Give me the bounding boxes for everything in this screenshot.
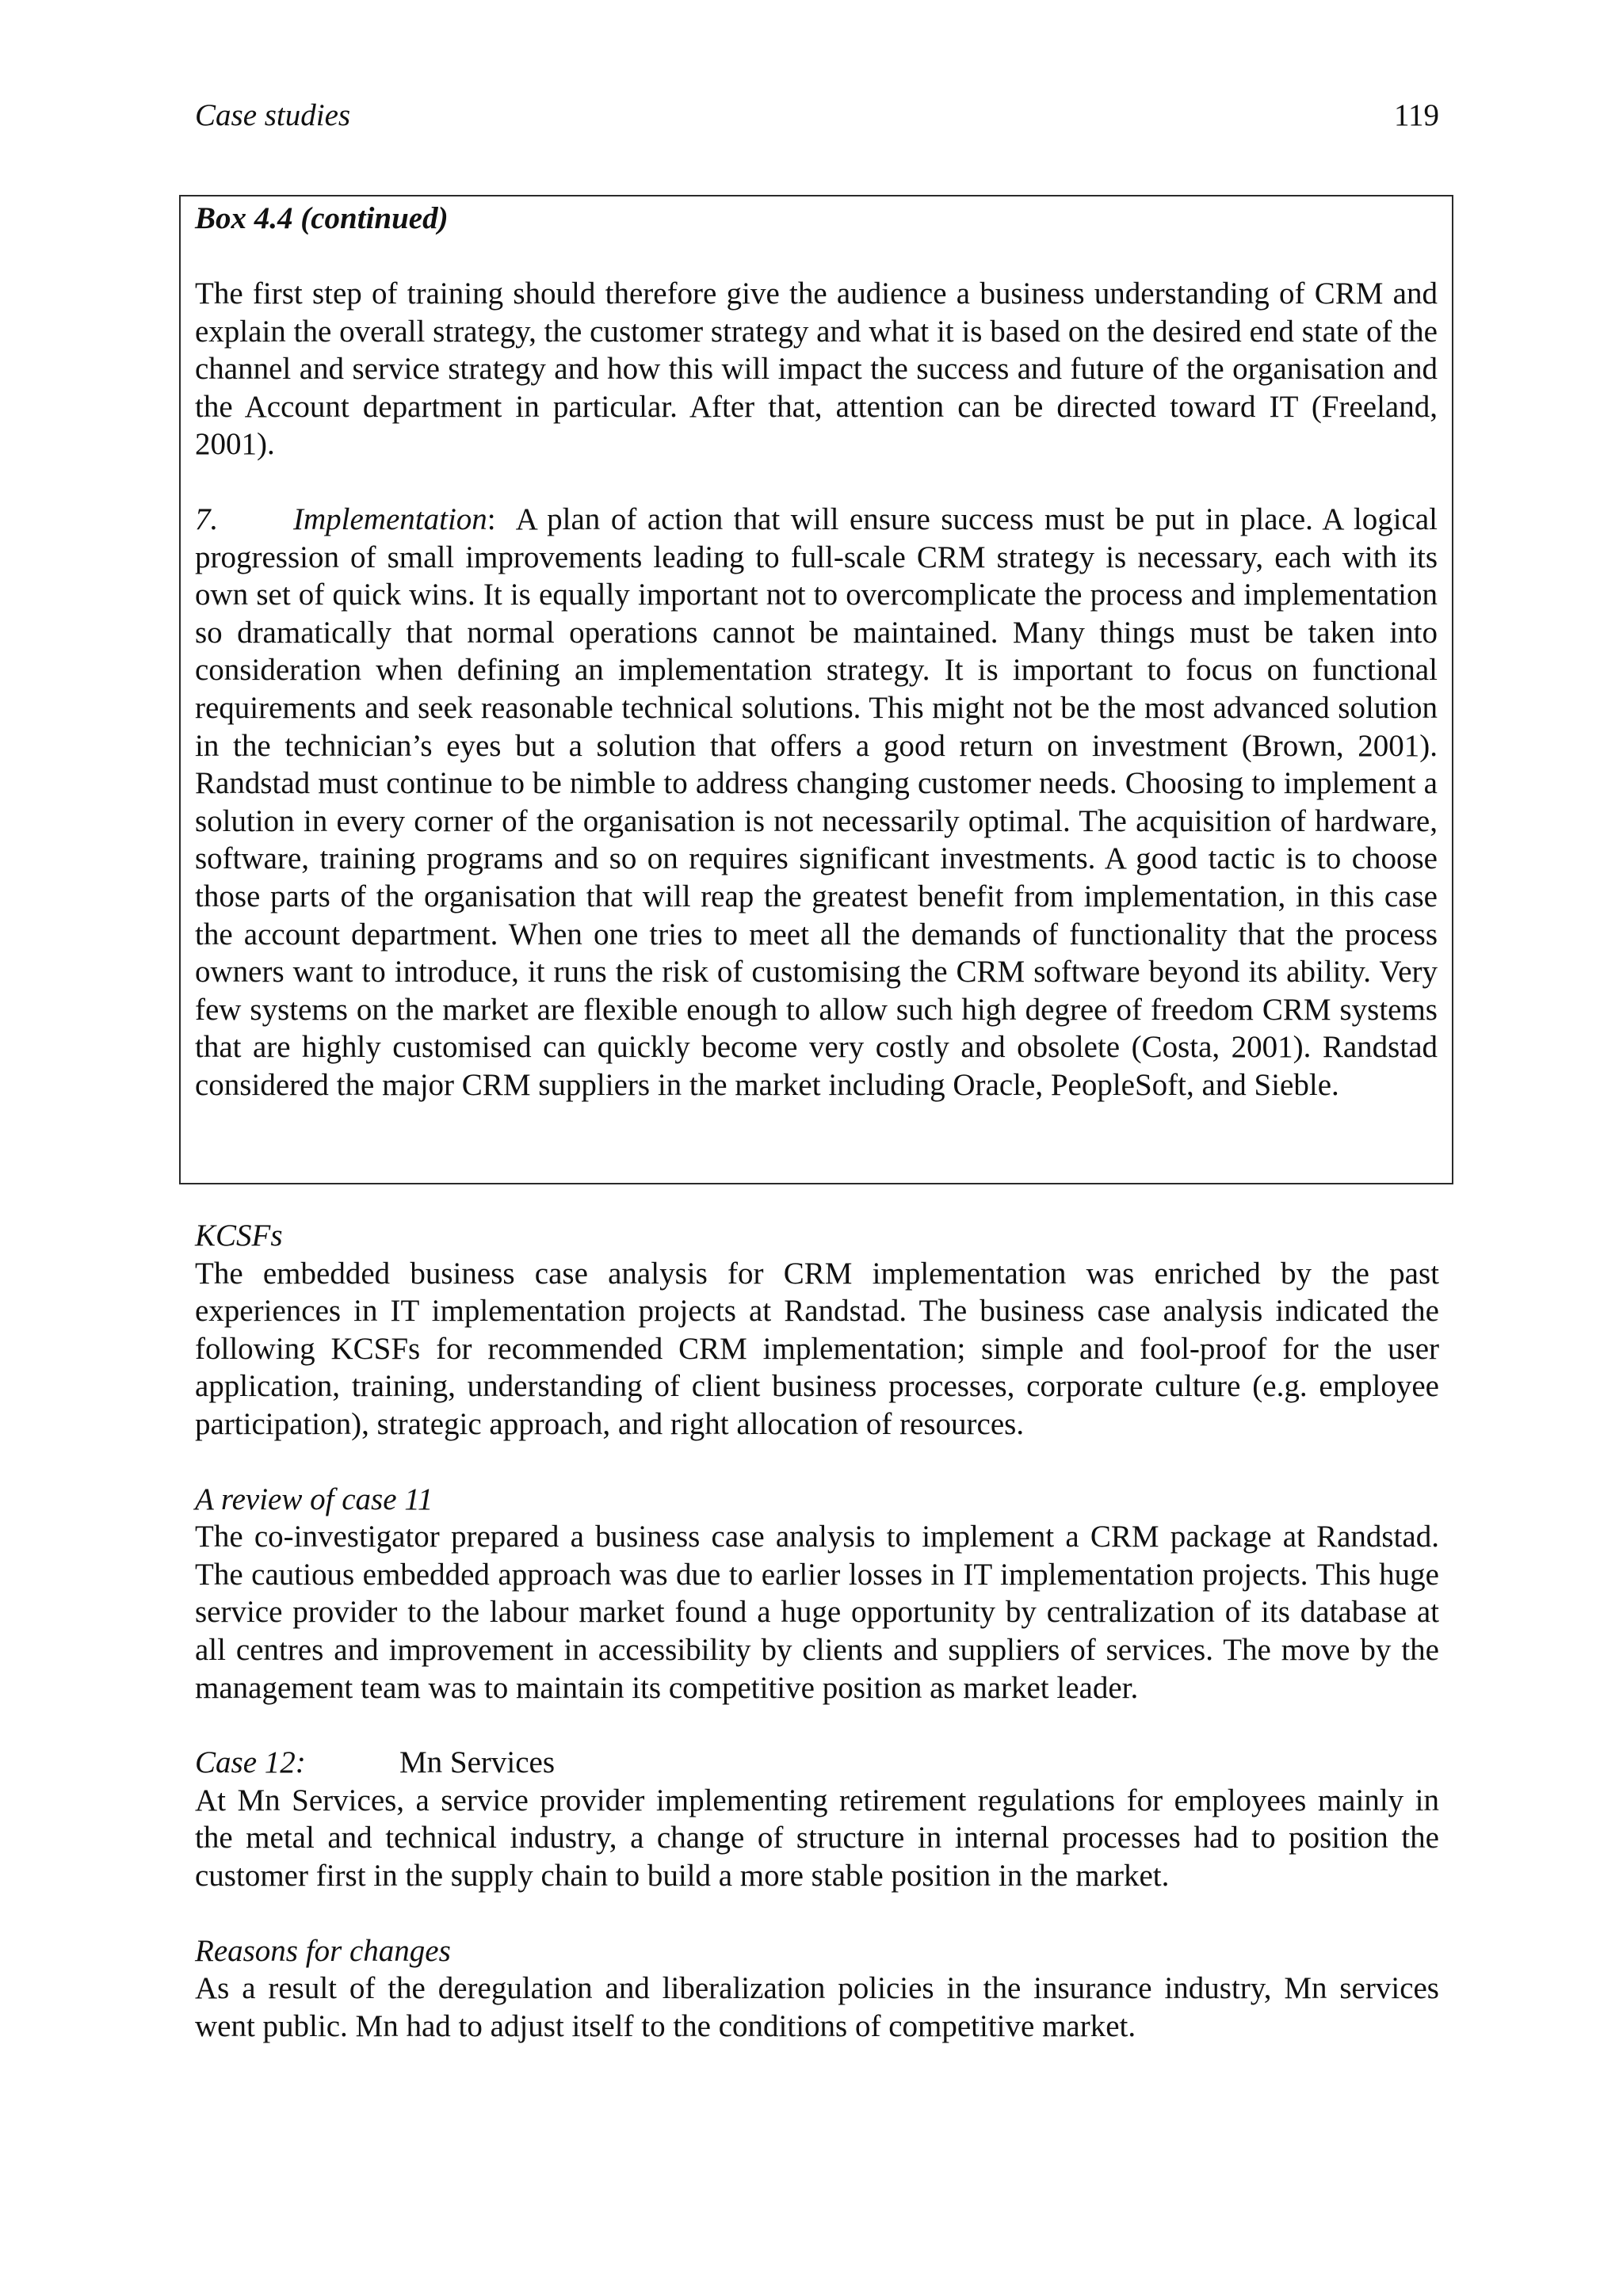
case-12-name: Mn Services xyxy=(399,1745,556,1780)
section-heading-case-12 xyxy=(195,1744,1439,1782)
running-head-title: Case studies xyxy=(195,98,351,132)
page-number: 119 xyxy=(1393,98,1439,132)
box-item-colon: : xyxy=(487,502,496,536)
section-heading-review: A review of case 11 xyxy=(195,1482,433,1516)
section-text-case-12: At Mn Services, a service provider implementing retirement regulations for employees mainly in the metal and technical industry, a change of structure in internal processes had to position the customer first in the supply chain to build a more stable position in the market. xyxy=(195,1783,1439,1893)
section-case-12 xyxy=(195,1744,1439,1894)
section-text-review: The co-investigator prepared a business case analysis to implement a CRM package at Randstad. The cautious embedded approach was due to earlier losses in IT implementation projects. This huge service provider to the labour market found a huge opportunity by centralization of its database at all centres and improvement in accessibility by clients and suppliers of services. The move by the management team was to maintain its competitive position as market leader. xyxy=(195,1520,1439,1705)
section-text-reasons: As a result of the deregulation and liberalization policies in the insurance industry, Mn services went public. Mn had to adjust itself to the conditions of competitive market. xyxy=(195,1971,1439,2043)
box-item-term: Implementation xyxy=(293,502,487,536)
box-4-4 xyxy=(179,195,1453,1184)
case-12-label: Case 12: xyxy=(195,1745,306,1780)
section-review-case-11 xyxy=(195,1481,1439,1707)
running-head xyxy=(195,93,1439,138)
box-item-number: 7. xyxy=(195,502,219,536)
section-reasons-for-changes xyxy=(195,1932,1439,2046)
box-item-text: A plan of action that will ensure success must be put in place. A logical progression of small improvements leading to full-scale CRM strategy is necessary, each with its own set of quick wins. It is equally important not to overcomplicate the process and implementation so dramatically that normal operations cannot be maintained. Many things must be taken into consideration when defining an implementation strategy. It is important to focus on functional requirements and seek reasonable technical solutions. This might not be the most advanced solution in the technician’s eyes but a solution that offers a good return on investment (Brown, 2001). Randstad must continue to be nimble to address changing customer needs. Choosing to implement a solution in every corner of the organisation is not necessarily optimal. The acquisition of hardware, software, training programs and so on requires significant investments. A good tactic is to choose those parts of the organisation that will reap the greatest benefit from implementation, in this case the account department. When one tries to meet all the demands of functionality that the process owners want to introduce, it runs the risk of customising the CRM software beyond its ability. Very few systems on the market are flexible enough to allow such high degree of freedom CRM systems that are highly customised can quickly become very costly and obsolete (Costa, 2001). Randstad considered the major CRM suppliers in the market including Oracle, PeopleSoft, and Sieble. xyxy=(195,502,1438,1102)
body-sections xyxy=(195,1217,1439,2082)
section-text-kcsfs: The embedded business case analysis for CRM implementation was enriched by the past experiences in IT implementation projects at Randstad. The business case analysis indicated the following KCSFs for recommended CRM implementation; simple and fool-proof for the user application, training, understanding of client business processes, corporate culture (e.g. employee participation), strategic approach, and right allocation of resources. xyxy=(195,1256,1439,1441)
box-item-implementation xyxy=(195,501,1438,1104)
section-heading-kcsfs: KCSFs xyxy=(195,1219,283,1253)
section-heading-reasons: Reasons for changes xyxy=(195,1933,451,1968)
section-kcsfs xyxy=(195,1217,1439,1444)
box-title: Box 4.4 (continued) xyxy=(195,201,449,235)
box-paragraph-training: The first step of training should therefore give the audience a business understanding of CRM and explain the overall strategy, the customer strategy and what it is based on the desired end state of the channel and service strategy and how this will impact the success and future of the organisation and the Account department in particular. After that, attention can be directed toward IT (Freeland, 2001). xyxy=(195,277,1438,462)
